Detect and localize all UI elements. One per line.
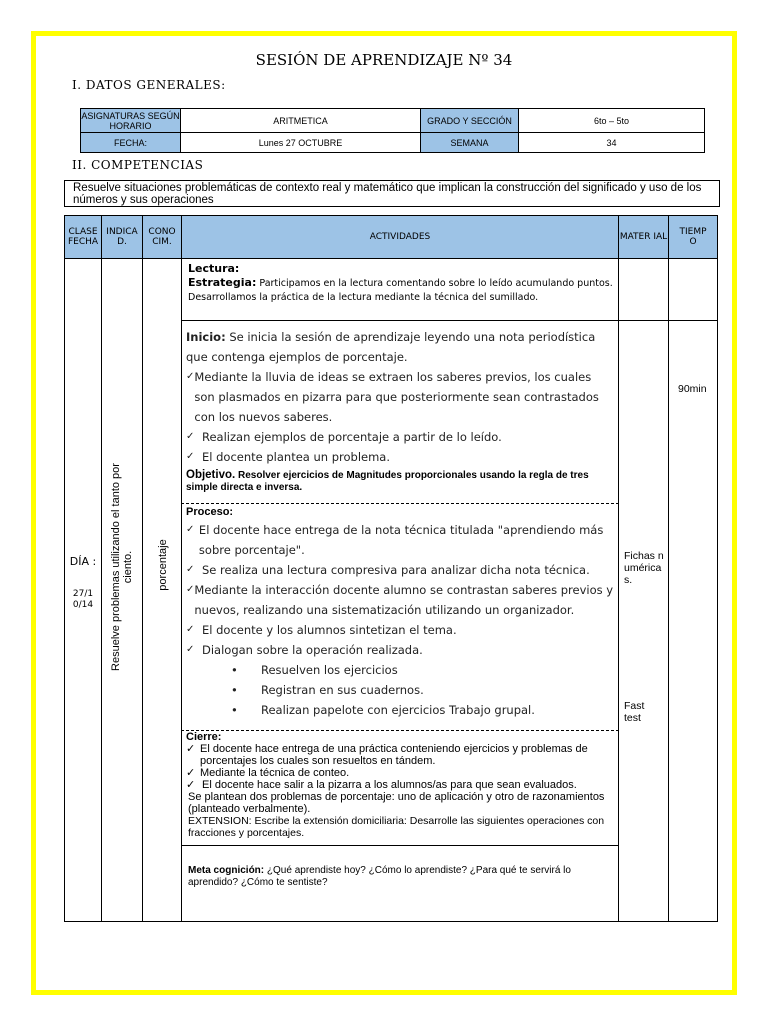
header-indicador: INDICA D. [101, 215, 143, 259]
indicador-cell [101, 258, 143, 922]
bullet-icon: • [231, 683, 238, 697]
semana-value: 34 [518, 132, 705, 153]
proceso-bullet: Realizan papelote con ejercicios Trabajo grupal. [261, 703, 535, 717]
header-material: MATER IAL [618, 215, 669, 259]
proceso-bullet: Resuelven los ejercicios [261, 663, 398, 677]
proceso-bullet: Registran en sus cuadernos. [261, 683, 424, 697]
check-icon: ✓ [186, 431, 195, 442]
check-icon: ✓ [186, 564, 195, 575]
semana-label: SEMANA [420, 132, 519, 153]
indicador-text: Resuelve problemas utilizando el tanto por ciento. [110, 463, 134, 671]
inicio-block [186, 327, 614, 494]
asignatura-value: ARITMETICA [180, 108, 421, 133]
cierre-extension: EXTENSION: Escribe la extensión domiciliaria: Desarrolle las siguientes operaciones con fracciones y porcentajes. [188, 815, 605, 839]
meta-cognicion [188, 865, 608, 889]
cierre-item: El docente hace salir a la pizarra a los alumnos/as para que sean evaluados. [202, 779, 577, 791]
objetivo-label: Objetivo. [186, 469, 236, 481]
row-divider [181, 845, 619, 846]
check-icon: ✓ [186, 767, 196, 779]
cierre-block [186, 731, 614, 839]
tiempo-value: 90min [678, 383, 707, 395]
inicio-item: Realizan ejemplos de porcentaje a partir de lo leído. [202, 430, 502, 444]
fecha-label: FECHA: [80, 132, 181, 153]
check-icon: ✓ [186, 451, 195, 462]
competencia-box: Resuelve situaciones problemáticas de contexto real y matemático que implican la construcción del significado y uso de los números y sus operaciones [64, 180, 720, 207]
proceso-item: El docente y los alumnos sintetizan el tema. [202, 623, 457, 637]
inicio-label: Inicio: [186, 330, 226, 344]
cierre-plantean: Se plantean dos problemas de porcentaje: uno de aplicación y otro de razonamientos (planteado verbalmente). [188, 791, 605, 815]
bullet-icon: • [231, 663, 238, 677]
meta-label: Meta cognición: [188, 865, 265, 876]
estrategia-text: Participamos en la lectura comentando sobre lo leído acumulando puntos. [259, 278, 613, 289]
proceso-label: Proceso: [186, 506, 234, 518]
header-clase: CLASE FECHA [64, 215, 102, 259]
cierre-item: El docente hace entrega de una práctica conteniendo ejercicios y problemas de porcentajes los cuales son resueltos en tándem. [200, 743, 588, 767]
conocimiento-cell [142, 258, 182, 922]
section-competencias: II. COMPETENCIAS [72, 158, 204, 172]
proceso-item: Mediante la interacción docente alumno se contrastan saberes previos y nuevos, realizando una sistematización utilizando un organizador. [194, 583, 614, 617]
section-datos-generales: I. DATOS GENERALES: [72, 78, 226, 92]
material-fast-test: Fast test [624, 700, 645, 724]
proceso-block [186, 504, 614, 720]
proceso-item: Se realiza una lectura compresiva para analizar dicha nota técnica. [202, 563, 590, 577]
fecha-value: Lunes 27 OCTUBRE [180, 132, 421, 153]
lectura-title: Lectura: [188, 262, 240, 275]
asignaturas-label: ASIGNATURAS SEGÚN HORARIO [80, 108, 181, 133]
clase-fecha: 27/10/14 [72, 589, 94, 610]
check-icon: ✓ [186, 584, 195, 595]
meta-text: ¿Qué aprendiste hoy? ¿Cómo lo aprendiste? ¿Para qué te servirá lo aprendido? ¿Cómo te sentiste? [188, 865, 571, 888]
dia-label: DÍA : [69, 555, 97, 568]
grado-value: 6to – 5to [518, 108, 705, 133]
tiempo-cell [668, 258, 718, 922]
page-title: SESIÓN DE APRENDIZAJE Nº 34 [255, 51, 513, 69]
lectura-desarrollo: Desarrollamos la práctica de la lectura mediante la técnica del sumillado. [188, 292, 539, 303]
check-icon: ✓ [186, 779, 196, 791]
estrategia-label: Estrategia: [188, 276, 257, 289]
proceso-item: Dialogan sobre la operación realizada. [202, 643, 423, 657]
proceso-item: El docente hace entrega de la nota técnica titulada "aprendiendo más sobre porcentaje". [198, 523, 604, 557]
grado-label: GRADO Y SECCIÓN [420, 108, 519, 133]
inicio-text: Se inicia la sesión de aprendizaje leyendo una nota periodística que contenga ejemplos de porcentaje. [186, 330, 596, 364]
objetivo-text: Resolver ejercicios de Magnitudes proporcionales usando la regla de tres simple directa e inversa. [186, 470, 589, 493]
header-conocimiento: CONO CIM. [142, 215, 182, 259]
cierre-label: Cierre: [186, 731, 222, 743]
check-icon: ✓ [186, 371, 195, 382]
header-tiempo: TIEMP O [668, 215, 718, 259]
clase-cell [64, 258, 102, 922]
check-icon: ✓ [186, 743, 196, 755]
check-icon: ✓ [186, 624, 195, 635]
check-icon: ✓ [186, 524, 195, 535]
inicio-item: Mediante la lluvia de ideas se extraen los saberes previos, los cuales son plasmados en pizarra para que posteriormente sean contrastados con los nuevos saberes. [194, 370, 599, 424]
bullet-icon: • [231, 703, 238, 717]
material-fichas: Fichas numéricas. [624, 550, 664, 586]
material-cell [618, 258, 669, 922]
header-actividades: ACTIVIDADES [181, 215, 619, 259]
lectura-block [188, 262, 614, 305]
row-divider [181, 320, 718, 321]
check-icon: ✓ [186, 644, 195, 655]
cierre-item: Mediante la técnica de conteo. [200, 767, 350, 779]
inicio-item: El docente plantea un problema. [202, 450, 391, 464]
conocimiento-text: porcentaje [157, 539, 169, 591]
